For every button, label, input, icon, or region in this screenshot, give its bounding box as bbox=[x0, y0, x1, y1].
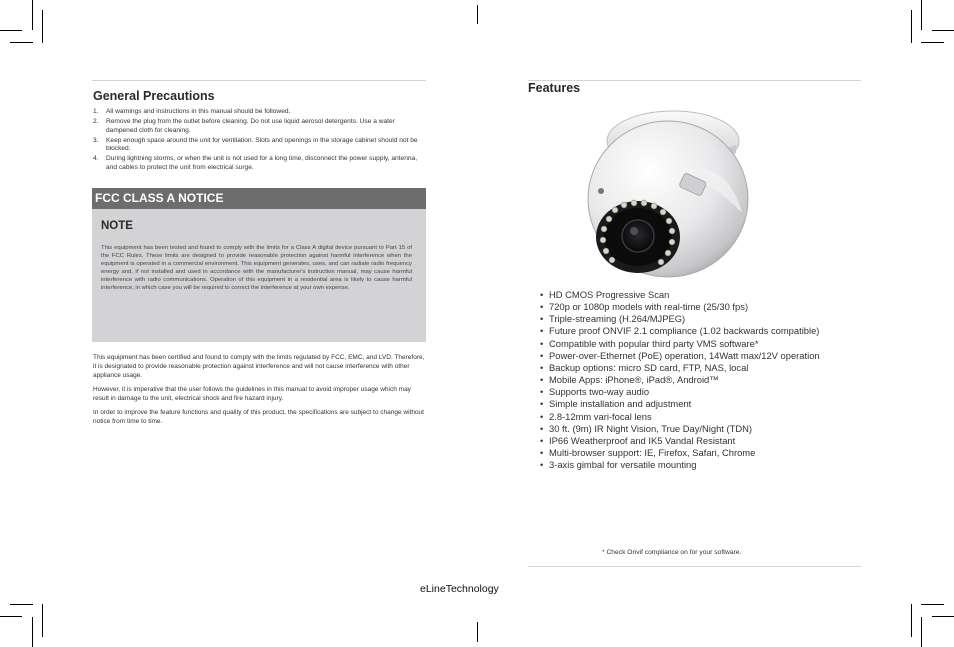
crop-mark bbox=[32, 617, 33, 647]
list-item: • HD CMOS Progressive Scan bbox=[540, 289, 820, 301]
onvif-footnote: * Check Onvif compliance on for your software. bbox=[602, 549, 742, 556]
list-item: • 30 ft. (9m) IR Night Vision, True Day/Night (TDN) bbox=[540, 423, 820, 435]
usage-paragraph: However, it is imperative that the user follows the guidelines in this manual to avoid improper usage which may result in damage to the unit, electrical shock and fire hazard injury. bbox=[93, 386, 411, 402]
list-item: • Supports two-way audio bbox=[540, 386, 820, 398]
dome-camera-image bbox=[578, 101, 750, 281]
crop-mark bbox=[921, 604, 944, 605]
list-item: • Power-over-Ethernet (PoE) operation, 14Watt max/12V operation bbox=[540, 350, 820, 362]
crop-mark bbox=[10, 42, 33, 43]
crop-mark bbox=[921, 0, 922, 30]
list-item: • 2.8-12mm vari-focal lens bbox=[540, 411, 820, 423]
crop-mark bbox=[477, 5, 478, 24]
item-number: 3. bbox=[93, 136, 99, 144]
item-number: 2. bbox=[93, 118, 99, 126]
precautions-list bbox=[93, 108, 425, 174]
header-rule bbox=[92, 80, 426, 81]
crop-mark bbox=[911, 10, 912, 43]
list-item: • 720p or 1080p models with real-time (25/30 fps) bbox=[540, 301, 820, 313]
fcc-notice-box bbox=[92, 209, 426, 342]
footer-brand: eLineTechnology bbox=[420, 583, 499, 595]
item-text: Remove the plug from the outlet before cleaning. Do not use liquid aerosol detergents. Use a water dampened cloth for cleaning. bbox=[106, 118, 395, 134]
list-item: • Multi-browser support: IE, Firefox, Safari, Chrome bbox=[540, 447, 820, 459]
item-text: All warnings and instructions in this manual should be followed. bbox=[106, 108, 291, 115]
crop-mark bbox=[932, 616, 954, 617]
compliance-paragraph: This equipment has been certified and found to comply with the limits regulated by FCC, EMC, and LVD. Therefore, it is designated to provide reasonable protection against interference and will not cause interference with other appliance usage. bbox=[93, 354, 425, 379]
list-item bbox=[93, 108, 425, 117]
list-item: • Mobile Apps: iPhone®, iPad®, Android™ bbox=[540, 374, 820, 386]
list-item: • Backup options: micro SD card, FTP, NAS, local bbox=[540, 362, 820, 374]
list-item bbox=[93, 137, 425, 154]
list-item bbox=[93, 155, 425, 172]
item-text: During lightning storms, or when the unit is not used for a long time, disconnect the power supply, antenna, and cables to protect the unit from electrical surge. bbox=[106, 155, 418, 172]
list-item: • IP66 Weatherproof and IK5 Vandal Resistant bbox=[540, 435, 820, 447]
list-item: • Simple installation and adjustment bbox=[540, 398, 820, 410]
crop-mark bbox=[911, 604, 912, 637]
crop-mark bbox=[42, 10, 43, 43]
crop-mark bbox=[477, 622, 478, 642]
item-text: Keep enough space around the unit for ventilation. Slots and openings in the storage cabinet should not be blocked. bbox=[106, 136, 418, 153]
footer-rule bbox=[528, 566, 861, 567]
crop-mark bbox=[42, 604, 43, 637]
features-list bbox=[540, 289, 820, 471]
list-item bbox=[93, 118, 425, 135]
precautions-title: General Precautions bbox=[93, 89, 215, 103]
specifications-paragraph: In order to improve the feature functions and quality of this product, the specifications are subject to change without notice from time to time. bbox=[93, 409, 424, 425]
note-text: This equipment has been tested and found to comply with the limits for a Class A digital device pursuant to Part 15 of the FCC Rules. These limits are designed to provide reasonable protection against harmful interference when the equipment is operated in a commercial environment. This equipment generates, uses, and can radiate radio frequency energy and, if not installed and used in accordance with the manufacturer's instruction manual, may cause harmful interference with radio communications. Operation of this equipment in a residential area is likely to cause harmful interference, in which case you will be required to correct the interference at your own expense. bbox=[101, 245, 412, 292]
list-item: • Compatible with popular third party VMS software* bbox=[540, 338, 820, 350]
fcc-notice-header: FCC CLASS A NOTICE bbox=[92, 188, 426, 209]
list-item: • Triple-streaming (H.264/MJPEG) bbox=[540, 313, 820, 325]
item-number: 1. bbox=[93, 108, 99, 115]
list-item: • 3-axis gimbal for versatile mounting bbox=[540, 459, 820, 471]
crop-mark bbox=[32, 0, 33, 30]
note-title: NOTE bbox=[101, 220, 133, 232]
crop-mark bbox=[0, 30, 22, 31]
features-title: Features bbox=[528, 81, 581, 95]
crop-mark bbox=[921, 42, 944, 43]
crop-mark bbox=[0, 616, 22, 617]
crop-mark bbox=[921, 617, 922, 647]
crop-mark bbox=[10, 604, 33, 605]
item-number: 4. bbox=[93, 155, 99, 163]
crop-mark bbox=[932, 30, 954, 31]
list-item: • Future proof ONVIF 2.1 compliance (1.02 backwards compatible) bbox=[540, 325, 820, 337]
